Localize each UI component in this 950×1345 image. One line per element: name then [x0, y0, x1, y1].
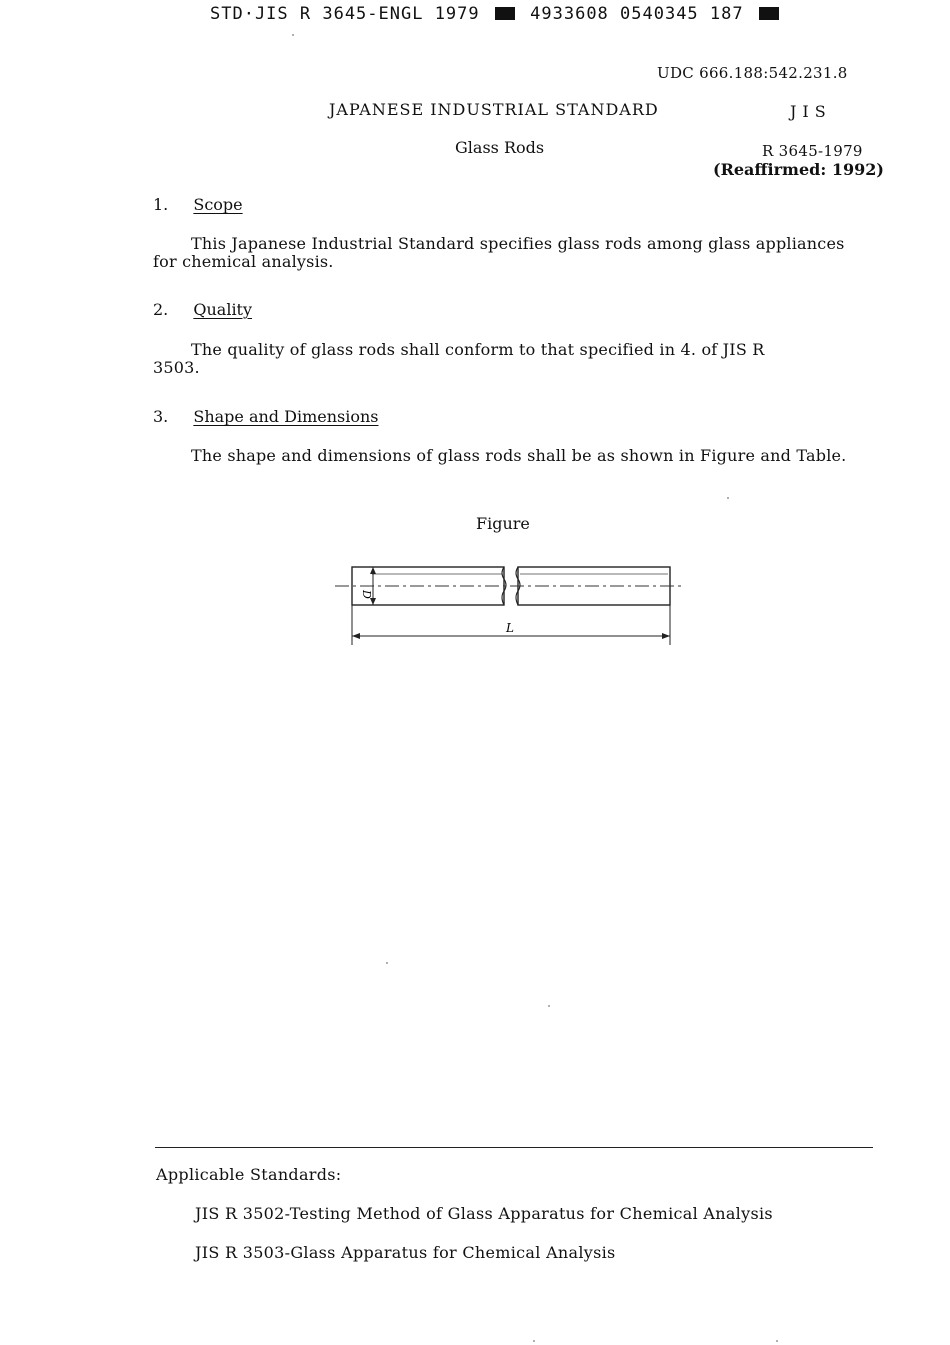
reaffirmed-date: (Reaffirmed: 1992) — [713, 160, 884, 179]
page-title: Glass Rods — [455, 138, 545, 157]
scan-speck — [386, 962, 388, 964]
length-label: L — [506, 621, 514, 635]
scan-speck — [727, 497, 729, 499]
section-number: 1. — [153, 195, 169, 214]
udc-code: UDC 666.188:542.231.8 — [657, 64, 848, 82]
paragraph-text: The quality of glass rods shall conform to that specified in 4. of JIS R 3503. — [153, 340, 765, 377]
header-code-mid: 4933608 0540345 — [530, 4, 699, 24]
section-title: Quality — [193, 300, 253, 319]
header-code-left: STD·JIS R 3645-ENGL 1979 — [210, 4, 480, 24]
section-number: 3. — [153, 407, 169, 426]
section-text-quality — [153, 341, 793, 377]
applicable-standards-heading: Applicable Standards: — [156, 1165, 342, 1184]
section-text-scope — [153, 235, 863, 271]
paragraph-text: The shape and dimensions of glass rods shall be as shown in Figure and Table. — [191, 446, 847, 465]
section-heading-quality — [153, 300, 252, 319]
section-text-shape — [153, 447, 863, 465]
section-heading-shape — [153, 407, 379, 426]
diameter-label: D — [360, 590, 373, 599]
header-code-right: 187 — [709, 4, 744, 24]
scan-speck — [292, 34, 294, 36]
section-title: Shape and Dimensions — [193, 407, 379, 426]
footnote-divider — [155, 1147, 873, 1148]
applicable-standard-item: JIS R 3503-Glass Apparatus for Chemical Analysis — [195, 1243, 616, 1262]
applicable-standard-item: JIS R 3502-Testing Method of Glass Apparatus for Chemical Analysis — [195, 1204, 773, 1223]
section-number: 2. — [153, 300, 169, 319]
header-block-mark — [495, 7, 515, 20]
scan-speck — [776, 1340, 778, 1342]
glass-rod-figure — [330, 560, 690, 659]
header-document-code — [210, 4, 783, 24]
jis-mark: JIS — [790, 102, 832, 121]
section-heading-scope — [153, 195, 243, 214]
scan-speck — [548, 1005, 550, 1007]
paragraph-text: This Japanese Industrial Standard specifies glass rods among glass appliances for chemical analysis. — [153, 234, 845, 271]
section-title: Scope — [193, 195, 243, 214]
standard-name: JAPANESE INDUSTRIAL STANDARD — [329, 100, 659, 119]
standard-number: R 3645-1979 — [762, 142, 863, 160]
figure-caption: Figure — [476, 514, 530, 533]
scan-speck — [533, 1340, 535, 1342]
header-block-mark — [759, 7, 779, 20]
